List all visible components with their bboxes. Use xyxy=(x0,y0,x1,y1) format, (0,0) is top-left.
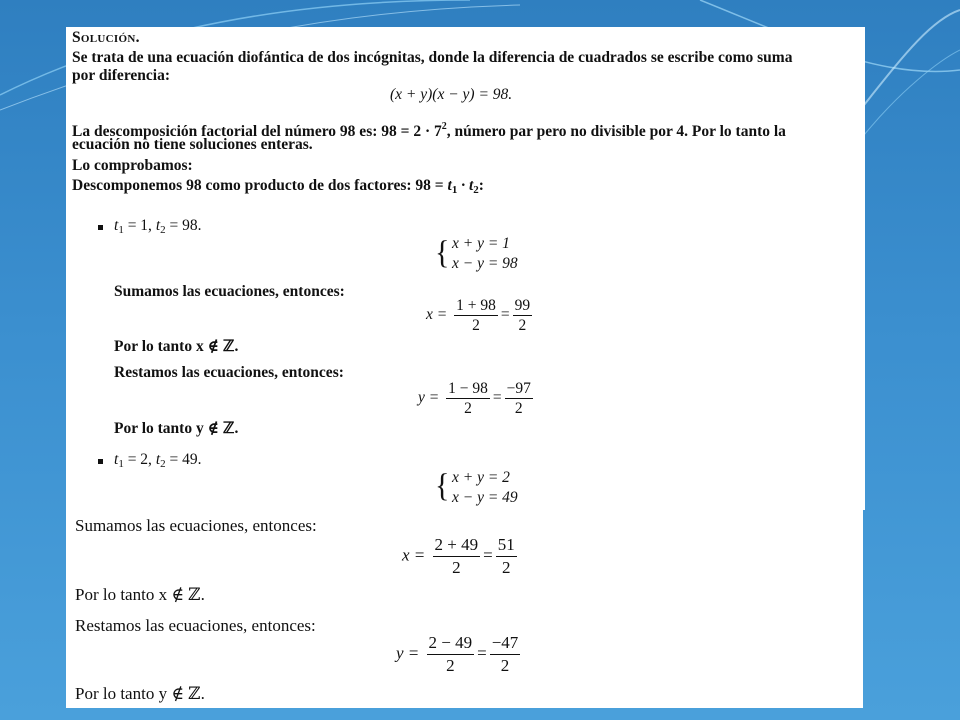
decomposition-line-1: La descomposición factorial del número 98 es: $98 = 2 \cdot 7^2$, número par pero no divisible por 4. Por lo tanto la xyxy=(72,121,786,140)
bottom-x-conclusion: Por lo tanto x ∉ ℤ. xyxy=(75,585,205,604)
intro-line-1: Se trata de una ecuación diofántica de dos incógnitas, donde la diferencia de cuadrados se escribe como suma xyxy=(72,49,793,66)
case-1-system-eq1: x + y = 1 xyxy=(452,235,510,252)
bottom-subtract-text: Restamos las ecuaciones, entonces: xyxy=(75,616,316,635)
case-2-system-eq2: x − y = 49 xyxy=(452,489,518,506)
case-1-sum-text: Sumamos las ecuaciones, entonces: xyxy=(114,283,345,300)
decomposition-line-2: ecuación no tiene soluciones enteras. xyxy=(72,136,313,153)
case-1-x-fraction: x = $\frac{1 + 98}{2}$ = $\frac{99}{2}$ xyxy=(426,297,531,334)
solution-heading: Solución. xyxy=(72,29,140,46)
case-1-subtract-text: Restamos las ecuaciones, entonces: xyxy=(114,364,344,381)
case-1-x-conclusion: Por lo tanto x ∉ ℤ. xyxy=(114,338,239,355)
bottom-sum-text: Sumamos las ecuaciones, entonces: xyxy=(75,516,317,535)
main-equation: (x + y)(x − y) = 98. xyxy=(390,86,513,103)
case-2-label: $t_1 = 2$, $t_2 = 49$. xyxy=(114,451,202,470)
case-1-label: $t_1 = 1$, $t_2 = 98$. xyxy=(114,217,202,236)
case-1-system-eq2: x − y = 98 xyxy=(452,255,518,272)
solution-page-bottom xyxy=(66,510,863,708)
bullet-case-1 xyxy=(98,225,103,230)
check-line: Lo comprobamos: xyxy=(72,157,193,174)
case-1-y-conclusion: Por lo tanto y ∉ ℤ. xyxy=(114,420,239,437)
bottom-y-conclusion: Por lo tanto y ∉ ℤ. xyxy=(75,684,205,703)
case-1-y-fraction: y = $\frac{1 - 98}{2}$ = $\frac{-97}{2}$ xyxy=(418,380,531,417)
case-1-system-brace: { xyxy=(435,234,450,271)
case-2-system-eq1: x + y = 2 xyxy=(452,469,510,486)
bullet-case-2 xyxy=(98,459,103,464)
bottom-y-fraction: y = $\frac{2 - 49}{2}$ = $\frac{-47}{2}$ xyxy=(396,633,519,675)
bottom-x-fraction: x = $\frac{2 + 49}{2}$ = $\frac{51}{2}$ xyxy=(402,535,515,577)
case-2-system-brace: { xyxy=(435,467,450,504)
solution-page-top xyxy=(66,27,865,510)
factors-line: Descomponemos 98 como producto de dos factores: $98 = t_1 \cdot t_2$: xyxy=(72,177,484,196)
intro-line-2: por diferencia: xyxy=(72,67,171,84)
